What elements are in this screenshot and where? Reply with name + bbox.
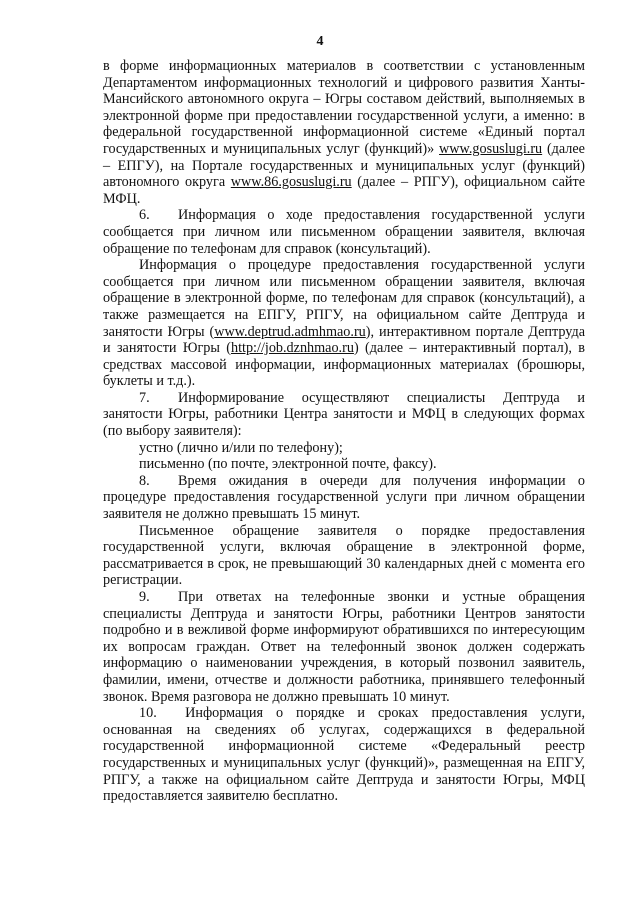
paragraph — [103, 589, 585, 705]
paragraph-text: письменно (по почте, электронной почте, факсу). — [139, 456, 437, 473]
paragraph-text: Письменное обращение заявителя о порядке предоставления государственной услуги, включая обращение в электронной форме, рассматривается в срок, не превышающий 30 календарных дней с момента его регистрации. — [103, 522, 585, 589]
document-body — [103, 58, 585, 805]
paragraph — [103, 523, 585, 589]
paragraph — [103, 705, 585, 805]
paragraph-text: 8. Время ожидания в очереди для получения информации о процедуре предоставления государственной услуги при личном обращении заявителя не должно превышать 15 минут. — [103, 472, 585, 523]
paragraph-text: (далее – ЕПГУ), на Портале государственных и муниципальных услуг (функций) автономного округа — [103, 140, 585, 191]
paragraph-text: (далее – РПГУ), официальном сайте МФЦ. — [103, 174, 585, 207]
paragraph-text: 6. Информация о ходе предоставления государственной услуги сообщается при личном или письменном обращении заявителя, включая обращение по телефонам для справок (консультаций). — [103, 207, 585, 257]
paragraph-text: ), интерактивном портале Дептруда и занятости Югры ( — [103, 323, 586, 357]
paragraph — [103, 207, 585, 257]
paragraph-text: 7. Информирование осуществляют специалисты Дептруда и занятости Югры, работники Центра занятости и МФЦ в следующих формах (по выбору заявителя): — [103, 389, 585, 440]
link-text: www.deptrud.admhmao.ru — [214, 323, 366, 340]
paragraph-text: Информация о процедуре предоставления государственной услуги сообщается при личном или письменном обращении заявителя, включая обращение в электронной форме, по телефонам для справок (консультаций), а также размещается на ЕПГУ, РПГУ, на официальном сайте Дептруда и занятости Югры ( — [103, 257, 585, 340]
paragraph — [103, 390, 585, 440]
link-text: www.gosuslugi.ru — [439, 140, 543, 157]
page-number: 4 — [316, 34, 324, 49]
paragraph — [103, 456, 585, 473]
paragraph — [103, 58, 585, 207]
paragraph — [103, 473, 585, 523]
paragraph — [103, 440, 585, 457]
link-text: www.86.gosuslugi.ru — [230, 174, 352, 191]
paragraph-text: ) (далее – интерактивный портал), в средствах массовой информации, информационных материалах (брошюры, буклеты и т.д.). — [103, 340, 585, 390]
paragraph-text: в форме информационных материалов в соответствии с установленным Департаментом информационных технологий и цифрового развития Ханты-Мансийского автономного округа – Югры составом действий, выполняемых в электронной форме при предоставлении государственной услуги, а именно: в федеральной государственной информационной системе «Единый портал государственных и муниципальных услуг (функций)» — [103, 58, 585, 157]
paragraph-text: устно (лично и/или по телефону); — [139, 439, 343, 456]
link-text: http://job.dznhmao.ru — [230, 340, 354, 357]
paragraph — [103, 257, 585, 390]
paragraph-text: 10. Информация о порядке и сроках предоставления услуги, основанная на сведениях об услугах, содержащихся в федеральной государственной информационной системе «Федеральный реестр государственных и муниципальных услуг (функций)», размещенная на ЕПГУ, РПГУ, а также на официальном сайте Дептруда и занятости Югры, МФЦ предоставляется заявителю бесплатно. — [103, 705, 585, 805]
paragraph-text: 9. При ответах на телефонные звонки и устные обращения специалисты Дептруда и занятости Югры, работники Центров занятости подробно и в вежливой форме информируют обратившихся по интересующим их вопросам граждан. Ответ на телефонный звонок должен содержать информацию о наименовании учреждения, в который позвонил заявитель, фамилии, имени, отчестве и должности работника, принявшего телефонный звонок. Время разговора не должно превышать 10 минут. — [103, 589, 585, 705]
